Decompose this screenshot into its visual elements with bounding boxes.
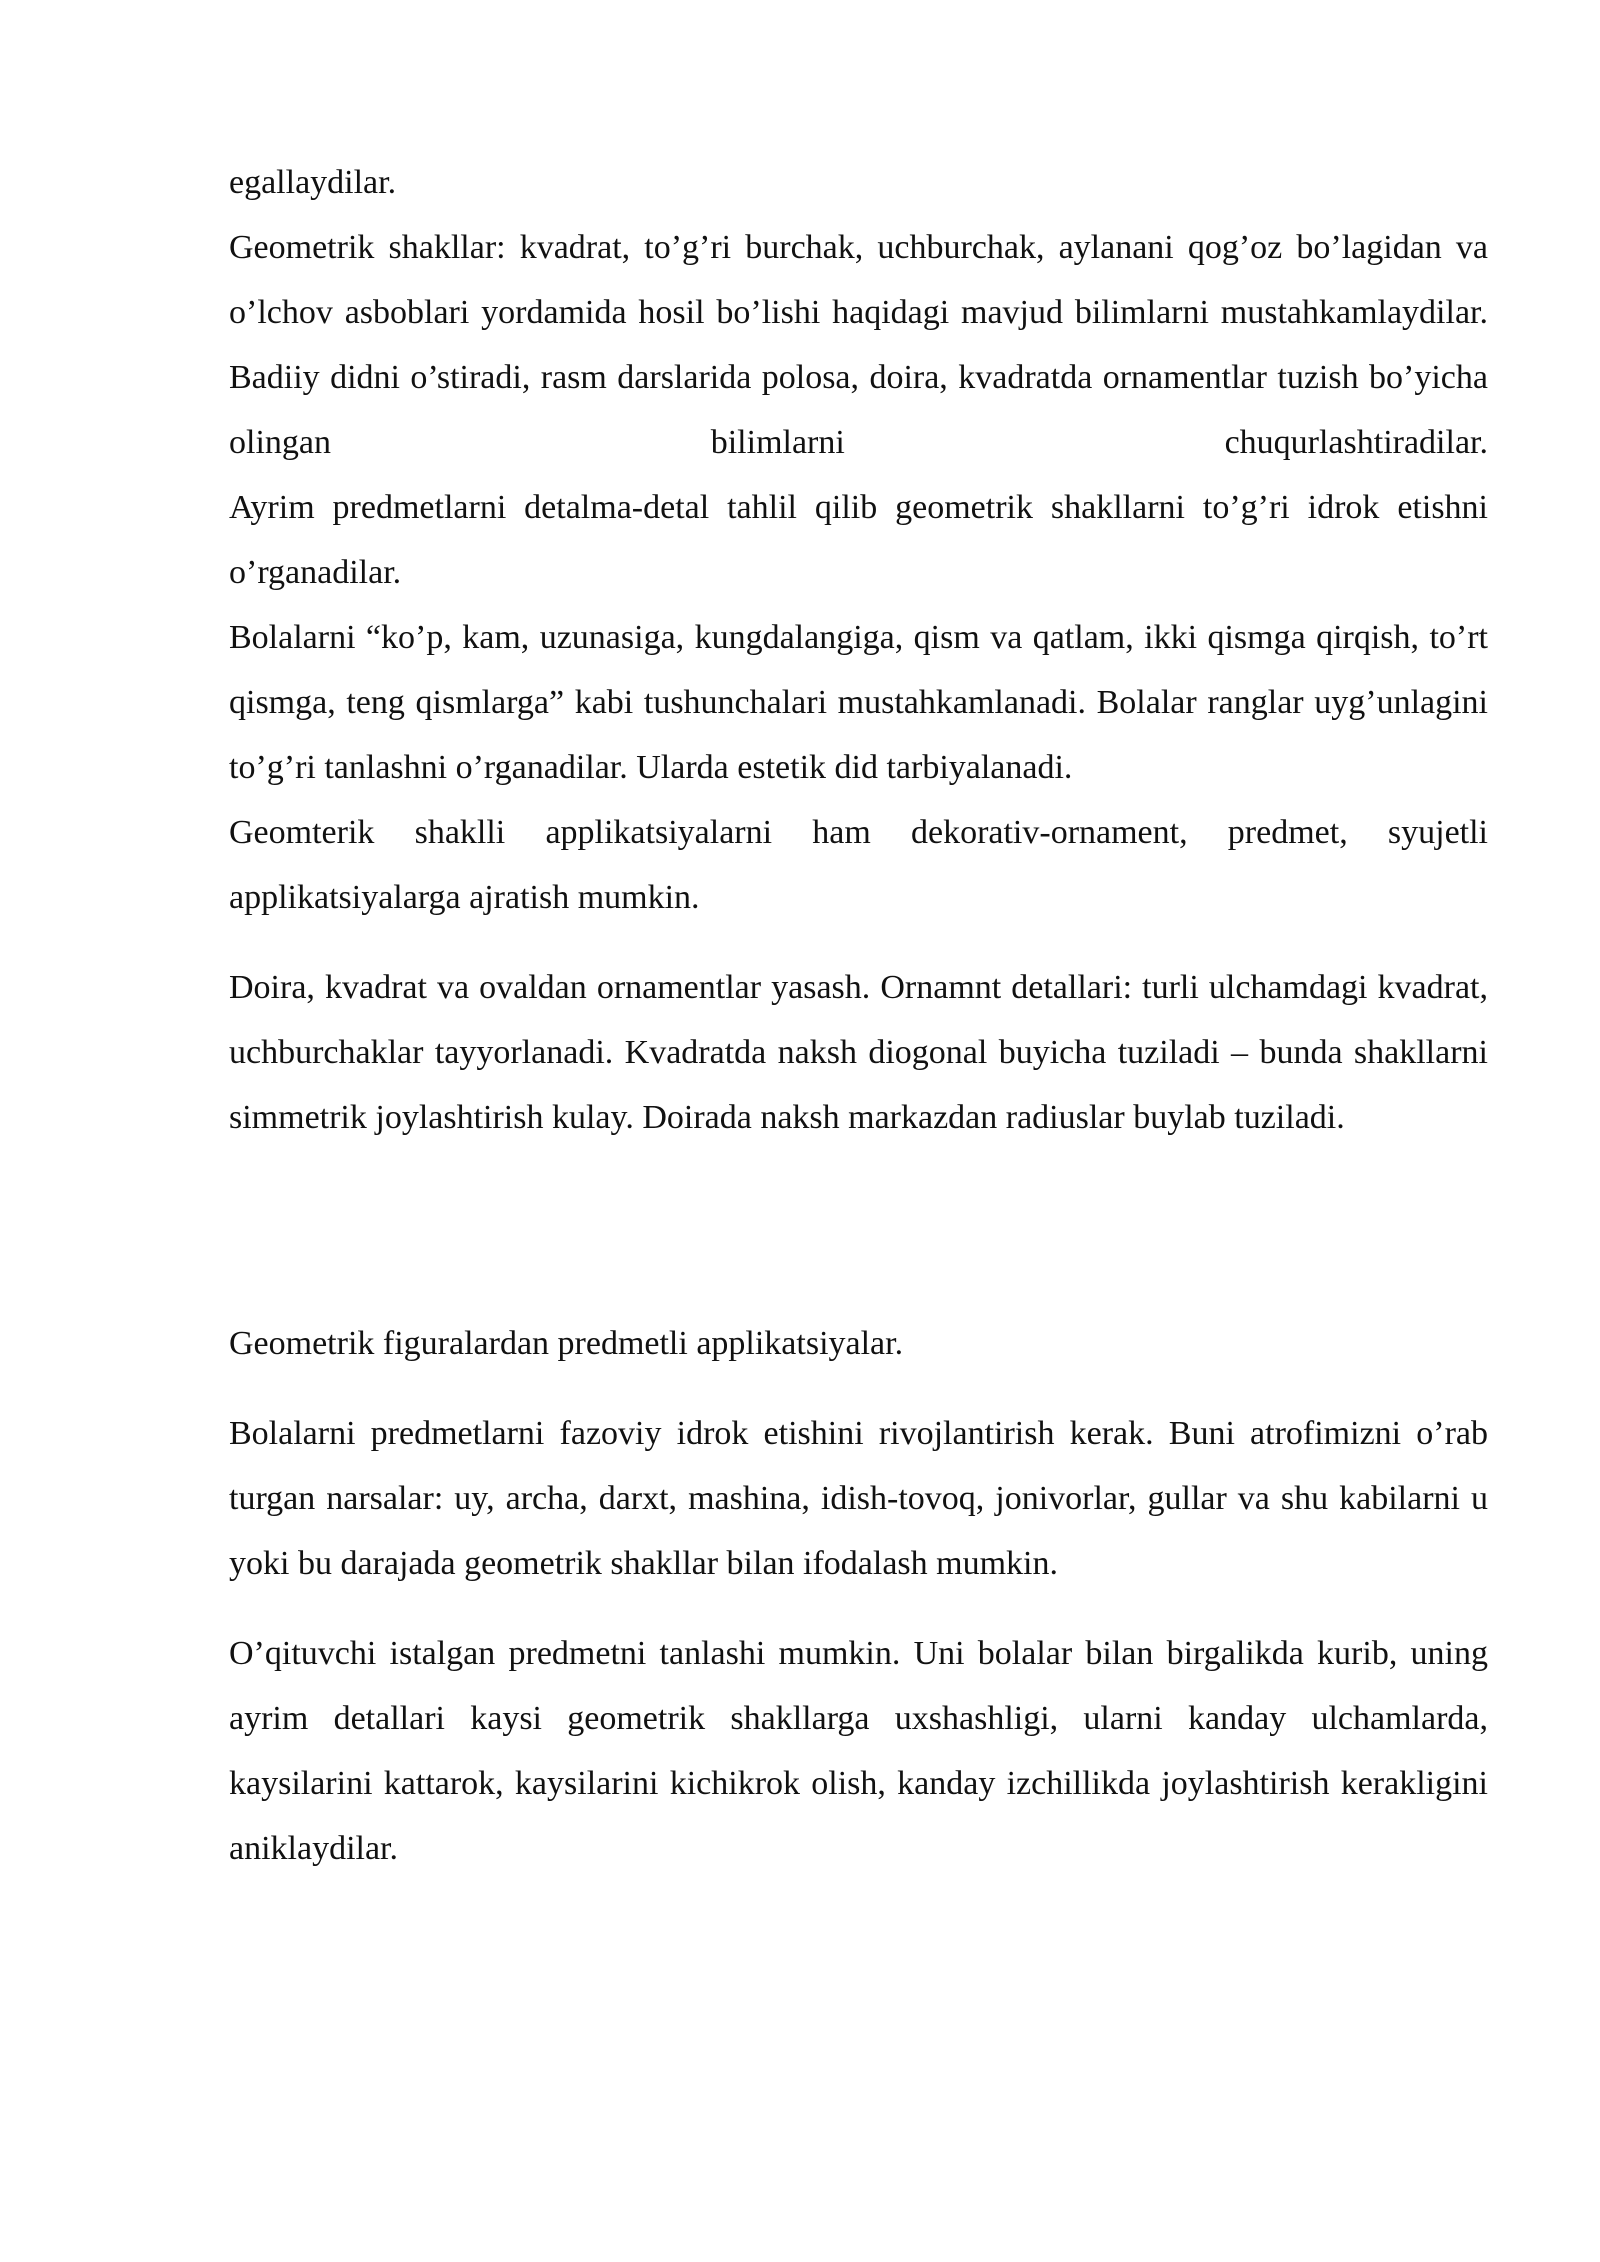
paragraph-1: egallaydilar.: [229, 164, 397, 201]
paragraph-2: Geometrik shakllar: kvadrat, to’g’ri burchak, uchburchak, aylanani qog’oz bo’lagidan va o’lchov asboblari yordamida hosil bo’lishi haqidagi mavjud bilimlarni mustahkamlaydilar.: [229, 229, 1488, 331]
paragraph-8: Bolalarni predmetlarni fazoviy idrok etishini rivojlantirish kerak. Buni atrofimizni o’rab turgan narsalar: uy, archa, darxt, mashina, idish-tovoq, jonivorlar, gullar va shu kabilarni u yoki bu darajada geometrik shakllar bilan ifodalash mumkin.: [229, 1415, 1488, 1582]
paragraph-7: Doira, kvadrat va ovaldan ornamentlar yasash. Ornamnt detallari: turli ulchamdagi kvadrat, uchburchaklar tayyorlanadi. Kvadratda naksh diogonal buyicha tuziladi – bunda shakllarni simmetrik joylashtirish kulay. Doirada naksh markazdan radiuslar buylab tuziladi.: [229, 969, 1488, 1136]
paragraph-3: Badiiy didni o’stiradi, rasm darslarida polosa, doira, kvadratda ornamentlar tuzish bo’yicha olingan bilimlarni chuqurlashtiradilar.: [229, 359, 1488, 461]
paragraph-4: Ayrim predmetlarni detalma-detal tahlil qilib geometrik shakllarni to’g’ri idrok etishni o’rganadilar.: [229, 489, 1488, 591]
document-body: [229, 150, 1488, 1881]
paragraph-6: Geomterik shaklli applikatsiyalarni ham dekorativ-ornament, predmet, syujetli applikatsiyalarga ajratish mumkin.: [229, 814, 1488, 916]
section-heading: Geometrik figuralardan predmetli applikatsiyalar.: [229, 1325, 904, 1362]
paragraph-9: O’qituvchi istalgan predmetni tanlashi mumkin. Uni bolalar bilan birgalikda kurib, uning ayrim detallari kaysi geometrik shakllarga uxshashligi, ularni kanday ulchamlarda, kaysilarini kattarok, kaysilarini kichikrok olish, kanday izchillikda joylashtirish kerakligini aniklaydilar.: [229, 1635, 1488, 1867]
paragraph-5: Bolalarni “ko’p, kam, uzunasiga, kungdalangiga, qism va qatlam, ikki qismga qirqish, to’rt qismga, teng qismlarga” kabi tushunchalari mustahkamlanadi. Bolalar ranglar uyg’unlagini to’g’ri tanlashni o’rganadilar. Ularda estetik did tarbiyalanadi.: [229, 619, 1488, 786]
